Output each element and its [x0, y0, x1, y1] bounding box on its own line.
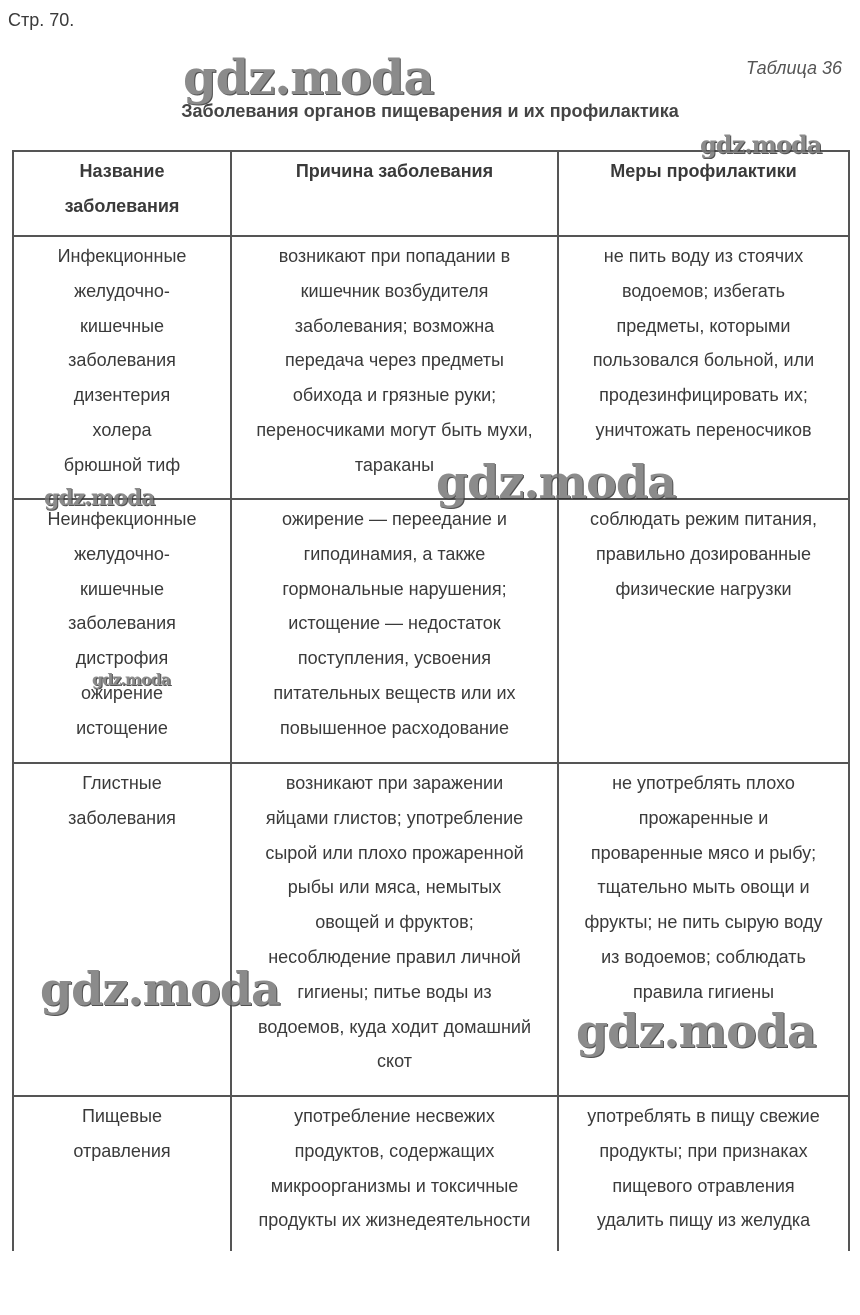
- disease-name-cell: [13, 499, 231, 763]
- table-title: Заболевания органов пищеварения и их профилактика: [181, 101, 679, 121]
- cell-line: заболевания: [64, 195, 180, 216]
- cell-line: не пить воду из стоячих: [603, 246, 804, 266]
- cell-line: правильно дозированные: [595, 543, 812, 564]
- cell-line: продукты их жизнедеятельности: [258, 1210, 531, 1231]
- cell-line: желудочно-: [74, 543, 170, 564]
- cause-cell: [231, 763, 558, 1096]
- disease-name-cell: [13, 1096, 231, 1251]
- watermark: gdz.moda: [436, 455, 676, 509]
- disease-name-cell: [13, 763, 231, 1096]
- cell-line: заболевания: [68, 807, 176, 828]
- cell-line: из водоемов; соблюдать: [601, 946, 806, 967]
- cell-line: истощение: [76, 717, 168, 738]
- cell-line: пищевого отравления: [612, 1175, 795, 1196]
- cell-line: продезинфицировать их;: [599, 385, 808, 406]
- cell-line: гиподинамия, а также: [303, 543, 486, 564]
- cell-line: возникают при заражении: [285, 773, 504, 793]
- table-row: [13, 1096, 849, 1251]
- prevention-cell: [558, 1096, 849, 1251]
- diseases-table: [12, 150, 850, 1251]
- cause-cell: [231, 1096, 558, 1251]
- cell-line: питательных веществ или их: [273, 682, 516, 703]
- cell-line: дистрофия: [75, 648, 169, 669]
- column-header: [231, 151, 558, 236]
- cell-line: поступления, усвоения: [297, 648, 492, 669]
- cell-line: обихода и грязные руки;: [292, 385, 497, 406]
- cell-line: водоемов, куда ходит домашний: [257, 1016, 532, 1037]
- watermark: gdz.moda: [92, 670, 171, 689]
- cell-line: продукты; при признаках: [599, 1140, 808, 1161]
- watermark: gdz.moda: [700, 130, 822, 159]
- cell-line: проваренные мясо и рыбу;: [590, 842, 817, 863]
- cell-line: кишечные: [79, 578, 165, 599]
- cause-cell: [231, 499, 558, 763]
- cell-line: Название: [79, 161, 165, 181]
- cell-line: заболевания: [68, 613, 176, 634]
- cell-line: скот: [377, 1051, 412, 1072]
- cell-line: передача через предметы: [284, 350, 504, 371]
- cell-line: Неинфекционные: [47, 509, 197, 529]
- cell-line: рыбы или мяса, немытых: [287, 877, 502, 898]
- cell-line: уничтожать переносчиков: [595, 419, 812, 440]
- cell-line: удалить пищу из желудка: [596, 1210, 811, 1231]
- cell-line: Причина заболевания: [295, 161, 494, 181]
- watermark: gdz.moda: [44, 485, 155, 511]
- cell-line: овощей и фруктов;: [315, 912, 474, 933]
- column-header: [13, 151, 231, 236]
- cell-line: Пищевые: [81, 1106, 163, 1126]
- table-row: [13, 499, 849, 763]
- cell-line: Меры профилактики: [610, 161, 797, 181]
- cell-line: предметы, которыми: [616, 315, 791, 336]
- cell-line: тщательно мыть овощи и: [597, 877, 810, 898]
- cell-line: употреблять в пищу свежие: [587, 1106, 820, 1126]
- cell-line: заболевания: [68, 350, 176, 371]
- cell-line: водоемов; избегать: [621, 280, 786, 301]
- cell-line: употребление несвежих: [294, 1106, 495, 1126]
- disease-name-cell: [13, 236, 231, 499]
- cell-line: несоблюдение правил личной: [268, 946, 521, 967]
- cell-line: холера: [92, 419, 152, 440]
- page-label: Стр. 70.: [8, 10, 75, 30]
- table-row: [13, 236, 849, 499]
- cell-line: микроорганизмы и токсичные: [270, 1175, 519, 1196]
- cell-line: ожирение: [81, 682, 163, 703]
- cell-line: кишечные: [79, 315, 165, 336]
- cell-line: кишечник возбудителя: [300, 280, 489, 301]
- cell-line: заболевания; возможна: [294, 315, 495, 336]
- watermark: gdz.moda: [40, 962, 280, 1016]
- cell-line: возникают при попадании в: [278, 246, 511, 266]
- table-number: Таблица 36: [745, 58, 842, 78]
- cell-line: физические нагрузки: [615, 578, 792, 599]
- cell-line: гормональные нарушения;: [282, 578, 507, 599]
- header-row: [13, 151, 849, 236]
- cell-line: брюшной тиф: [63, 454, 181, 475]
- cell-line: Инфекционные: [57, 246, 187, 266]
- cell-line: сырой или плохо прожаренной: [265, 842, 524, 863]
- cell-line: продуктов, содержащих: [294, 1140, 495, 1161]
- cell-line: Глистные: [82, 773, 162, 793]
- cell-line: ожирение — переедание и: [282, 509, 507, 529]
- cell-line: дизентерия: [73, 385, 171, 406]
- cell-line: прожаренные и: [638, 807, 769, 828]
- cell-line: гигиены; питье воды из: [297, 981, 492, 1002]
- cell-line: переносчиками могут быть мухи,: [256, 419, 533, 440]
- cell-line: пользовался больной, или: [592, 350, 815, 371]
- watermark: gdz.moda: [576, 1004, 816, 1058]
- cell-line: не употреблять плохо: [612, 773, 795, 793]
- prevention-cell: [558, 499, 849, 763]
- cell-line: фрукты; не пить сырую воду: [584, 912, 823, 933]
- cell-line: желудочно-: [74, 280, 170, 301]
- column-header: [558, 151, 849, 236]
- cell-line: отравления: [73, 1140, 171, 1161]
- cell-line: соблюдать режим питания,: [590, 509, 817, 529]
- cell-line: повышенное расходование: [280, 717, 509, 738]
- cell-line: истощение — недостаток: [288, 613, 501, 634]
- watermark: gdz.moda: [183, 50, 434, 106]
- cell-line: тараканы: [354, 454, 435, 475]
- cell-line: правила гигиены: [632, 981, 775, 1002]
- cell-line: яйцами глистов; употребление: [265, 807, 524, 828]
